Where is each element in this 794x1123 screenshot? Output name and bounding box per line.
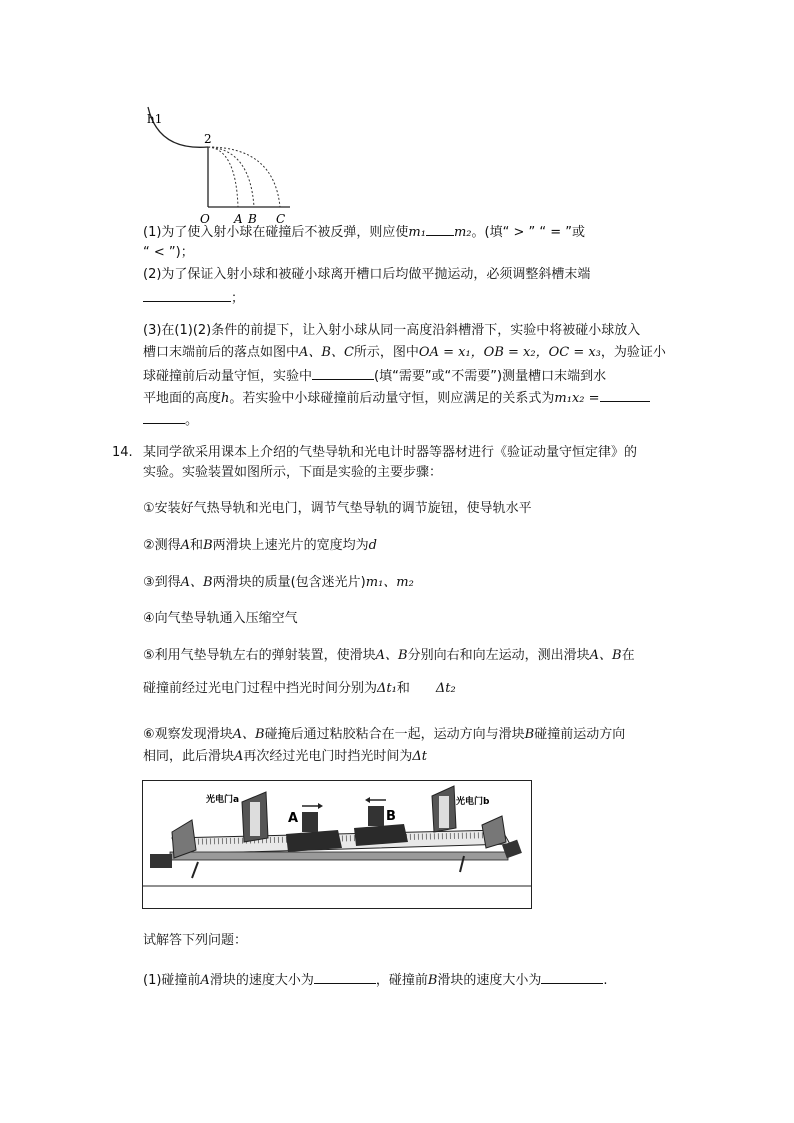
q14-step3: ③到得A、B两滑块的质量(包含迷光片)m₁、m₂ [143, 575, 414, 590]
q14-try-heading: 试解答下列问题： [143, 933, 248, 948]
q14-step2: ②测得A和B两滑块上速光片的宽度均为d [143, 538, 377, 553]
answer-blank-4b[interactable] [143, 410, 185, 424]
answer-blank-1[interactable] [426, 222, 454, 236]
label-a: A [234, 212, 243, 226]
q13-part2-line2: ； [143, 288, 244, 308]
slider-a-flag [302, 812, 318, 832]
label-c: C [276, 212, 286, 226]
q14-intro-line2: 实验。实验装置如图所示，下面是实验的主要步骤： [143, 465, 443, 480]
q13-part3-line1: (3)在(1)(2)条件的前提下，让入射小球从同一高度沿斜槽滑下，实验中将被碰小球放入 [143, 323, 641, 338]
air-track-figure [142, 780, 534, 910]
q13-part1-line1: (1)为了使入射小球在碰撞后不被反弹，则应使m₁ m₂。(填“ > ” “ = ”或 [143, 222, 585, 242]
label-b: B [248, 212, 257, 226]
q13-part1-line2: “ < ”)； [143, 245, 194, 260]
q14-step5-line2: 碰撞前经过光电门过程中挡光时间分别为Δt₁和 Δt₂ [143, 681, 456, 696]
q14-step1: ①安装好气热导轨和光电门，调节气垫导轨的调节旋钮，使导轨水平 [143, 501, 532, 516]
q13-part2-line1: (2)为了保证入射小球和被碰小球离开槽口后均做平抛运动，必须调整斜槽末端 [143, 267, 591, 282]
answer-blank-3[interactable] [312, 366, 374, 380]
q14-step5-line1: ⑤利用气垫导轨左右的弹射装置，使滑块A、B分别向右和向左运动，测出滑块A、B在 [143, 648, 635, 663]
left-foot [150, 854, 172, 868]
q14-answer-line1: (1)碰撞前A滑块的速度大小为 ，碰撞前B滑块的速度大小为 . [143, 970, 608, 990]
photogate-b-slot [439, 796, 449, 828]
q13-part3-line2: 槽口末端前后的落点如图中A、B、C所示，图中OA = x₁，OB = x₂，OC = x₃，为验证小 [143, 345, 666, 360]
answer-blank-2[interactable] [143, 288, 231, 302]
gate-b-label: 光电门b [456, 797, 490, 807]
q13-part3-line5: 。 [143, 410, 198, 430]
slider-b-label: B [386, 809, 396, 824]
chute-figure [140, 103, 300, 226]
answer-blank-5[interactable] [314, 970, 376, 984]
trajectory-a [208, 147, 238, 207]
slider-a-label: A [288, 811, 299, 826]
trajectory-b [208, 147, 254, 207]
q13-part3-line3: 球碰撞前后动量守恒，实验中 (填“需要”或“不需要”)测量槽口末端到水 [143, 366, 606, 386]
answer-blank-4[interactable] [600, 388, 650, 402]
q14-step4: ④向气垫导轨通入压缩空气 [143, 611, 298, 626]
photogate-a-slot [250, 802, 260, 836]
question-number-14: 14. [112, 445, 133, 460]
q14-intro-line1: 某同学欲采用课本上介绍的气垫导轨和光电计时器等器材进行《验证动量守恒定律》的 [143, 445, 638, 460]
gate-a-label: 光电门a [206, 795, 240, 805]
label-o: O [200, 212, 210, 226]
answer-blank-6[interactable] [541, 970, 603, 984]
label-h1: h1 [147, 112, 163, 126]
slider-b-flag [368, 806, 384, 826]
trajectory-c [208, 147, 280, 207]
q14-step6-line1: ⑥观察发现滑块A、B碰掩后通过粘胶粘合在一起，运动方向与滑块B碰撞前运动方向 [143, 727, 626, 742]
air-track-base [170, 852, 508, 860]
label-2: 2 [204, 132, 212, 146]
q13-part3-line4: 平地面的高度h。若实验中小球碰撞前后动量守恒，则应满足的关系式为m₁x₂ = [143, 388, 650, 408]
q14-step6-line2: 相同，此后滑块A再次经过光电门时挡光时间为Δt [143, 749, 428, 764]
